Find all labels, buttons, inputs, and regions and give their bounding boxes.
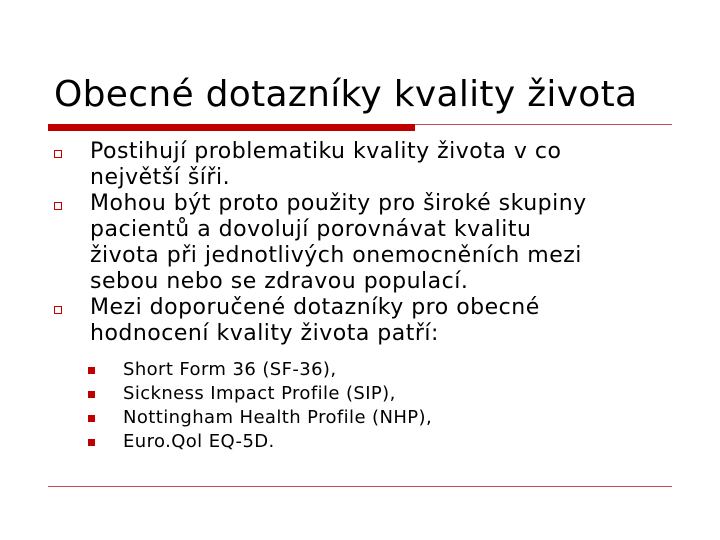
sub-bullet-item: [86, 382, 586, 406]
filled-square-bullet-icon: [88, 415, 95, 422]
slide-title: Obecné dotazníky kvality života: [54, 74, 638, 115]
hollow-square-bullet-icon: [54, 306, 62, 314]
bullet-list: [52, 139, 692, 347]
bullet-text: Postihují problematiku kvality života v co největší šíři.: [90, 139, 562, 190]
sub-bullet-text: Euro.Qol EQ-5D.: [123, 431, 275, 452]
footer-divider: [48, 486, 672, 487]
title-accent-bar: [48, 124, 415, 131]
bullet-text: Mezi doporučené dotazníky pro obecné hodnocení kvality života patří:: [90, 295, 540, 346]
bullet-item: [52, 295, 692, 347]
filled-square-bullet-icon: [88, 367, 95, 374]
bullet-item: [52, 139, 692, 191]
sub-bullet-item: [86, 406, 586, 430]
sub-bullet-text: Nottingham Health Profile (NHP),: [123, 407, 433, 428]
sub-bullet-text: Sickness Impact Profile (SIP),: [123, 383, 396, 404]
sub-bullet-item: [86, 430, 586, 454]
sub-bullet-item: [86, 358, 586, 382]
bullet-text: Mohou být proto použity pro široké skupiny pacientů a dovolují porovnávat kvalitu života při jednotlivých onemocněních mezi sebou nebo se zdravou populací.: [90, 191, 587, 294]
filled-square-bullet-icon: [88, 439, 95, 446]
bullet-item: [52, 191, 692, 295]
filled-square-bullet-icon: [88, 391, 95, 398]
hollow-square-bullet-icon: [54, 202, 62, 210]
sub-bullet-text: Short Form 36 (SF-36),: [123, 359, 337, 380]
sub-bullet-list: [86, 358, 586, 454]
hollow-square-bullet-icon: [54, 150, 62, 158]
